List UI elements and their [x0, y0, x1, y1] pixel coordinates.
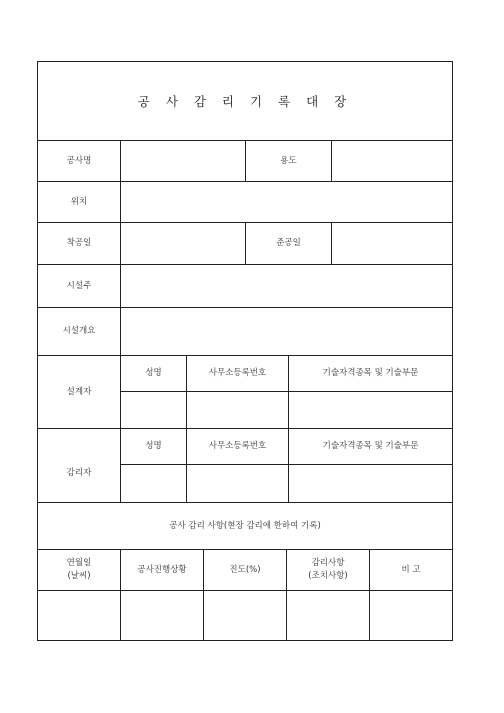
- facility-overview-field[interactable]: [121, 308, 452, 355]
- designer-name-field[interactable]: [121, 392, 186, 428]
- record-col-weather-label: (날씨): [67, 571, 91, 581]
- owner-field[interactable]: [121, 265, 452, 307]
- record-progress-percent-field[interactable]: [204, 591, 286, 640]
- label-start-date: 착공일: [66, 238, 92, 248]
- start-date-field[interactable]: [121, 223, 245, 264]
- form-title: 공 사 감 리 기 록 대 장: [137, 93, 353, 109]
- supervisor-office-reg-no-field[interactable]: [187, 465, 288, 502]
- designer-col-office-reg-no: 사무소등록번호: [208, 368, 267, 378]
- location-field[interactable]: [121, 182, 452, 222]
- label-designer: 설계자: [66, 386, 92, 397]
- label-facility-overview: 시설개요: [62, 326, 96, 336]
- record-col-supervision-items: [287, 550, 369, 590]
- completion-date-field[interactable]: [332, 223, 452, 264]
- record-date-field[interactable]: [38, 591, 120, 640]
- supervisor-col-office-reg-no: 사무소등록번호: [208, 441, 267, 451]
- supervision-record-form: [37, 61, 453, 641]
- record-col-date-weather: [38, 550, 120, 590]
- record-col-date-label: 연월일: [66, 558, 92, 568]
- designer-qualification-field[interactable]: [289, 392, 452, 428]
- supervisor-col-name: 성명: [145, 441, 162, 451]
- label-supervisor: 감리자: [66, 468, 92, 478]
- record-col-remarks: 비 고: [401, 564, 421, 575]
- record-progress-status-field[interactable]: [121, 591, 203, 640]
- label-usage: 용도: [280, 155, 297, 166]
- record-section-heading: 공사 감리 사항(현장 감리에 한하여 기록): [169, 520, 321, 531]
- label-completion-date: 준공일: [276, 238, 301, 248]
- designer-col-qualification: 기술자격종목 및 기술부문: [322, 368, 419, 378]
- label-location: 위치: [70, 196, 88, 207]
- record-remarks-field[interactable]: [370, 591, 452, 640]
- record-supervision-items-field[interactable]: [287, 591, 369, 640]
- record-col-progress-percent: 진도(%): [229, 564, 261, 575]
- designer-office-reg-no-field[interactable]: [187, 392, 288, 428]
- record-col-progress-status: 공사진행상황: [137, 564, 187, 575]
- designer-col-name: 성명: [145, 368, 162, 378]
- supervisor-name-field[interactable]: [121, 465, 186, 502]
- label-project-name: 공사명: [66, 155, 92, 166]
- supervisor-col-qualification: 기술자격종목 및 기술부문: [322, 441, 419, 451]
- usage-field[interactable]: [332, 141, 452, 181]
- supervisor-qualification-field[interactable]: [289, 465, 452, 502]
- record-col-actions-label: (조치사항): [308, 571, 348, 581]
- record-col-items-label: 감리사항: [311, 558, 345, 568]
- project-name-field[interactable]: [121, 141, 245, 181]
- label-owner: 시설주: [66, 280, 92, 291]
